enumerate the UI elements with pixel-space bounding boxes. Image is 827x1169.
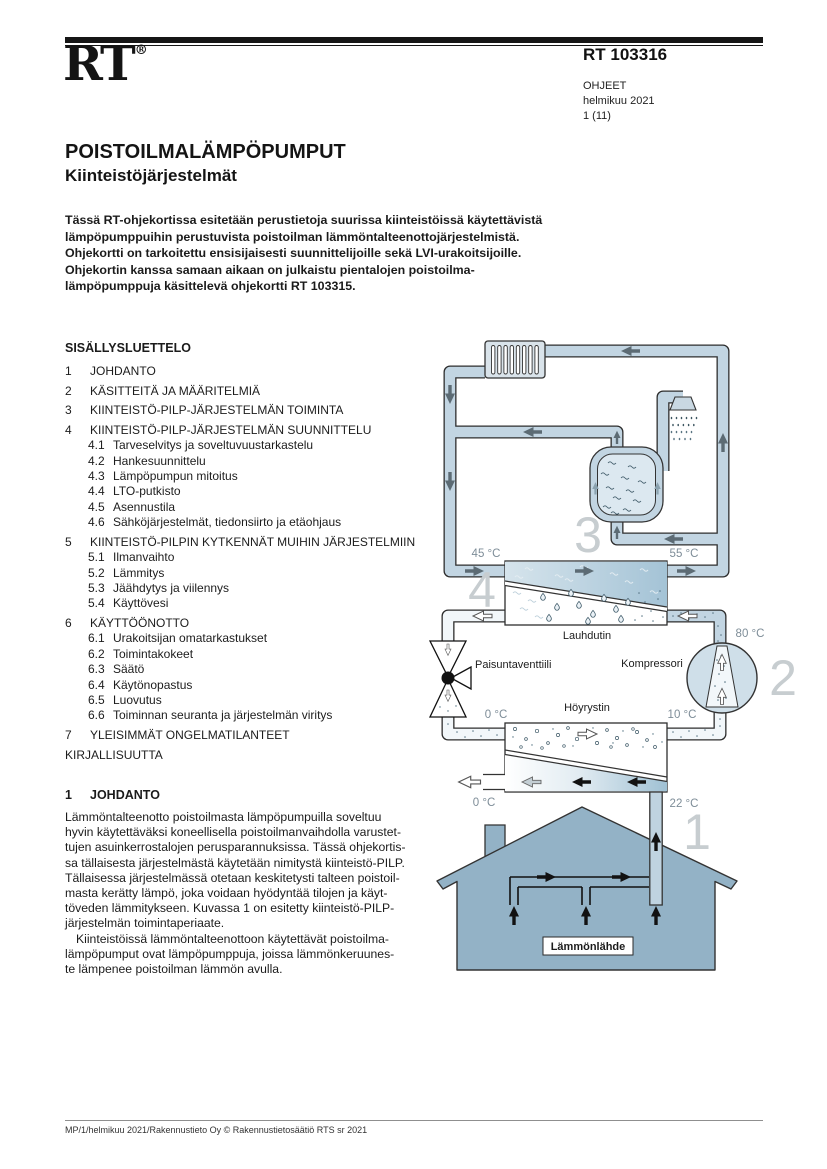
stage-number-1: 1 — [683, 804, 711, 860]
toc-item-number: 4.4 — [88, 484, 105, 499]
header-rule-thick — [65, 37, 763, 43]
toc-item-label: KÄSITTEITÄ JA MÄÄRITELMIÄ — [90, 383, 261, 398]
toc-item — [65, 631, 425, 646]
toc-item-number: 4.5 — [88, 499, 105, 514]
toc-item-label: KIINTEISTÖ-PILP-JÄRJESTELMÄN SUUNNITTELU — [90, 422, 372, 437]
doc-page-count: 1 (11) — [583, 109, 611, 122]
section-title: JOHDANTO — [90, 788, 160, 802]
toc-item-number: 3 — [65, 403, 72, 418]
toc-item-number: 6.2 — [88, 646, 105, 661]
heat-source-label: Lämmönlähde — [550, 941, 626, 953]
registered-mark: ® — [134, 43, 148, 58]
toc-item — [65, 535, 425, 550]
body-line: töveden lämmitykseen. Kuvassa 1 on esitetty kiinteistö-PILP- — [65, 901, 395, 916]
compressor — [687, 643, 757, 713]
toc-item — [65, 581, 425, 596]
toc-item — [65, 403, 425, 418]
toc-item-label: Sähköjärjestelmät, tiedonsiirto ja etäohjaus — [113, 515, 342, 530]
expansion-valve-label: Paisuntaventtiili — [475, 659, 552, 671]
toc-item-number: 6.1 — [88, 631, 105, 646]
toc-item-label: KIINTEISTÖ-PILP-JÄRJESTELMÄN TOIMINTA — [90, 403, 344, 418]
toc-item-label: JOHDANTO — [90, 364, 156, 378]
toc-item — [65, 596, 425, 611]
toc-item — [65, 693, 425, 708]
page-subtitle: Kiinteistöjärjestelmät — [65, 166, 237, 185]
air-exit-duct — [483, 775, 505, 789]
intro-line: lämpöpumppuihin perustuvista poistoilman lämmöntalteenottojärjestelmistä. — [65, 229, 520, 244]
stage-number-3: 3 — [574, 507, 602, 563]
radiator — [485, 341, 545, 378]
condenser-label: Lauhdutin — [562, 630, 612, 642]
toc-item-number: 5.2 — [88, 565, 105, 580]
intro-line: Tässä RT-ohjekortissa esitetään perustietoja suurissa kiinteistöissä käytettävistä — [65, 213, 543, 227]
shower-icon — [670, 397, 697, 440]
toc-item-label: Lämpöpumpun mitoitus — [113, 469, 238, 483]
toc-item — [65, 728, 425, 743]
toc-item — [65, 484, 425, 499]
toc-item — [65, 469, 425, 484]
toc-item-number: 7 — [65, 728, 72, 743]
section-johdanto — [65, 788, 423, 977]
toc-item-label: Tarveselvitys ja soveltuvuustarkastelu — [113, 438, 314, 453]
body-line: Kiinteistöissä lämmöntalteenottoon käytettävät poistoilma- — [76, 931, 389, 946]
toc-item-label: Luovutus — [113, 693, 162, 708]
toc-item — [65, 678, 425, 693]
toc-item — [65, 748, 425, 763]
compressor-label: Kompressori — [621, 658, 683, 670]
toc-item-label: Toimintakokeet — [113, 646, 194, 661]
toc-item-number: 4 — [65, 422, 72, 437]
section-body — [65, 810, 423, 977]
temp-air-in: 22 °C — [669, 798, 699, 810]
evaporator-label: Höyrystin — [564, 702, 610, 714]
temp-air-out: 0 °C — [472, 797, 496, 809]
toc-item-number: 5.4 — [88, 596, 105, 611]
section-number: 1 — [65, 788, 72, 802]
temp-hot-gas: 80 °C — [735, 628, 765, 640]
toc-item-label: Asennustila — [113, 499, 176, 514]
toc-item-number: 4.3 — [88, 469, 105, 483]
toc-item — [65, 550, 425, 565]
body-line: sa tällaisesta järjestelmästä käytetään nimitystä kiinteistö-PILP. — [65, 855, 405, 870]
toc-item-label: Ilmanvaihto — [113, 550, 175, 565]
toc-item-number: 5.1 — [88, 550, 105, 565]
toc-item — [65, 515, 425, 530]
stage-number-2: 2 — [769, 650, 797, 706]
intro-line: Ohjekortti on tarkoitettu ensisijaisesti suunnittelijoille sekä LVI-urakoitsijoille. — [65, 246, 522, 260]
toc-heading: SISÄLLYSLUETTELO — [65, 341, 191, 355]
rt-logo — [63, 36, 148, 92]
temp-supply-out: 55 °C — [669, 548, 699, 560]
toc-item-label: Käyttövesi — [113, 596, 169, 611]
doc-number: RT 103316 — [583, 45, 668, 64]
doc-meta — [583, 79, 655, 123]
table-of-contents — [65, 341, 425, 763]
toc-item-label: Lämmitys — [113, 565, 165, 580]
toc-item-label: KIINTEISTÖ-PILPIN KYTKENNÄT MUIHIN JÄRJESTELMIIN — [90, 534, 416, 549]
doc-date: helmikuu 2021 — [583, 94, 655, 107]
toc-item-label: Hankesuunnittelu — [113, 453, 206, 468]
toc-item-label: KÄYTTÖÖNOTTO — [90, 616, 190, 631]
toc-item-number: 4.6 — [88, 515, 105, 530]
body-line: Lämmöntalteenotto poistoilmasta lämpöpumpuilla soveltuu — [65, 810, 382, 824]
toc-item — [65, 364, 425, 379]
intro-line: lämpöpumppuja käsittelevä ohjekortti RT 103315. — [65, 279, 356, 293]
rt-logo-text: RT — [63, 36, 134, 92]
toc-item — [65, 423, 425, 438]
toc-item-label: KIRJALLISUUTTA — [65, 747, 163, 762]
heat-pump-schematic — [425, 330, 815, 990]
heat-source-label-box — [543, 937, 633, 955]
section-heading — [65, 788, 423, 802]
toc-item — [65, 616, 425, 631]
body-line: te lämpenee poistoilman lämmön avulla. — [65, 962, 283, 977]
toc-item-label: Säätö — [113, 662, 145, 677]
body-line: masta kerätty lämpö, joka voidaan hyödyntää tilojen ja käyt- — [65, 886, 388, 901]
intro-paragraph — [65, 212, 542, 295]
toc-item-label: LTO-putkisto — [113, 484, 181, 499]
body-line: lämpöpumput ovat lämpöpumppuja, joissa lämmönkeruunes- — [65, 946, 395, 961]
toc-item-number: 6.5 — [88, 693, 105, 708]
toc-item-number: 4.2 — [88, 453, 105, 468]
toc-item-label: YLEISIMMÄT ONGELMATILANTEET — [90, 728, 290, 743]
toc-item-number: 4.1 — [88, 438, 105, 453]
toc-item-number: 6.6 — [88, 708, 105, 723]
toc-item-number: 6.4 — [88, 677, 105, 692]
toc-item — [65, 566, 425, 581]
intro-line: Ohjekortin kanssa samaan aikaan on julkaistu pientalojen poistoilma- — [65, 262, 475, 277]
toc-item-label: Jäähdytys ja viilennys — [113, 581, 230, 596]
temp-supply-in: 45 °C — [471, 548, 501, 560]
toc-item-number: 2 — [65, 383, 72, 398]
toc-item-number: 5.3 — [88, 581, 105, 596]
temp-evap-out: 10 °C — [667, 709, 697, 721]
toc-item-number: 6 — [65, 616, 72, 631]
body-line: tujen asuinkerrostalojen perusparannuksissa. Tässä ohjekortis- — [65, 840, 406, 855]
toc-list — [65, 364, 425, 763]
toc-item — [65, 647, 425, 662]
body-line: Tällaisessa järjestelmässä otetaan keskitetysti talteen poistoil- — [65, 870, 400, 885]
toc-item — [65, 438, 425, 453]
toc-item-label: Käytönopastus — [113, 677, 193, 692]
toc-item — [65, 662, 425, 677]
stage-number-4: 4 — [468, 562, 496, 618]
doc-type: OHJEET — [583, 80, 627, 92]
body-line: järjestelmän toimintaperiaate. — [65, 916, 225, 931]
body-line: hyvin käytettäväksi koneellisella poistoilmanvaihdolla varustet- — [65, 825, 402, 840]
expansion-valve — [430, 641, 471, 717]
footer-rule — [65, 1120, 763, 1121]
toc-item-number: 6.3 — [88, 662, 105, 677]
page-title: POISTOILMALÄMPÖPUMPUT — [65, 141, 346, 163]
toc-item — [65, 500, 425, 515]
toc-item-label: Urakoitsijan omatarkastukset — [113, 631, 268, 646]
temp-evap-in: 0 °C — [484, 709, 508, 721]
toc-item — [65, 708, 425, 723]
toc-item-number: 5 — [65, 534, 72, 549]
toc-item — [65, 384, 425, 399]
footer-text: MP/1/helmikuu 2021/Rakennustieto Oy © Rakennustietosäätiö RTS sr 2021 — [65, 1125, 368, 1135]
toc-item — [65, 454, 425, 469]
toc-item-number: 1 — [65, 364, 72, 378]
toc-item-label: Toiminnan seuranta ja järjestelmän viritys — [113, 708, 333, 723]
